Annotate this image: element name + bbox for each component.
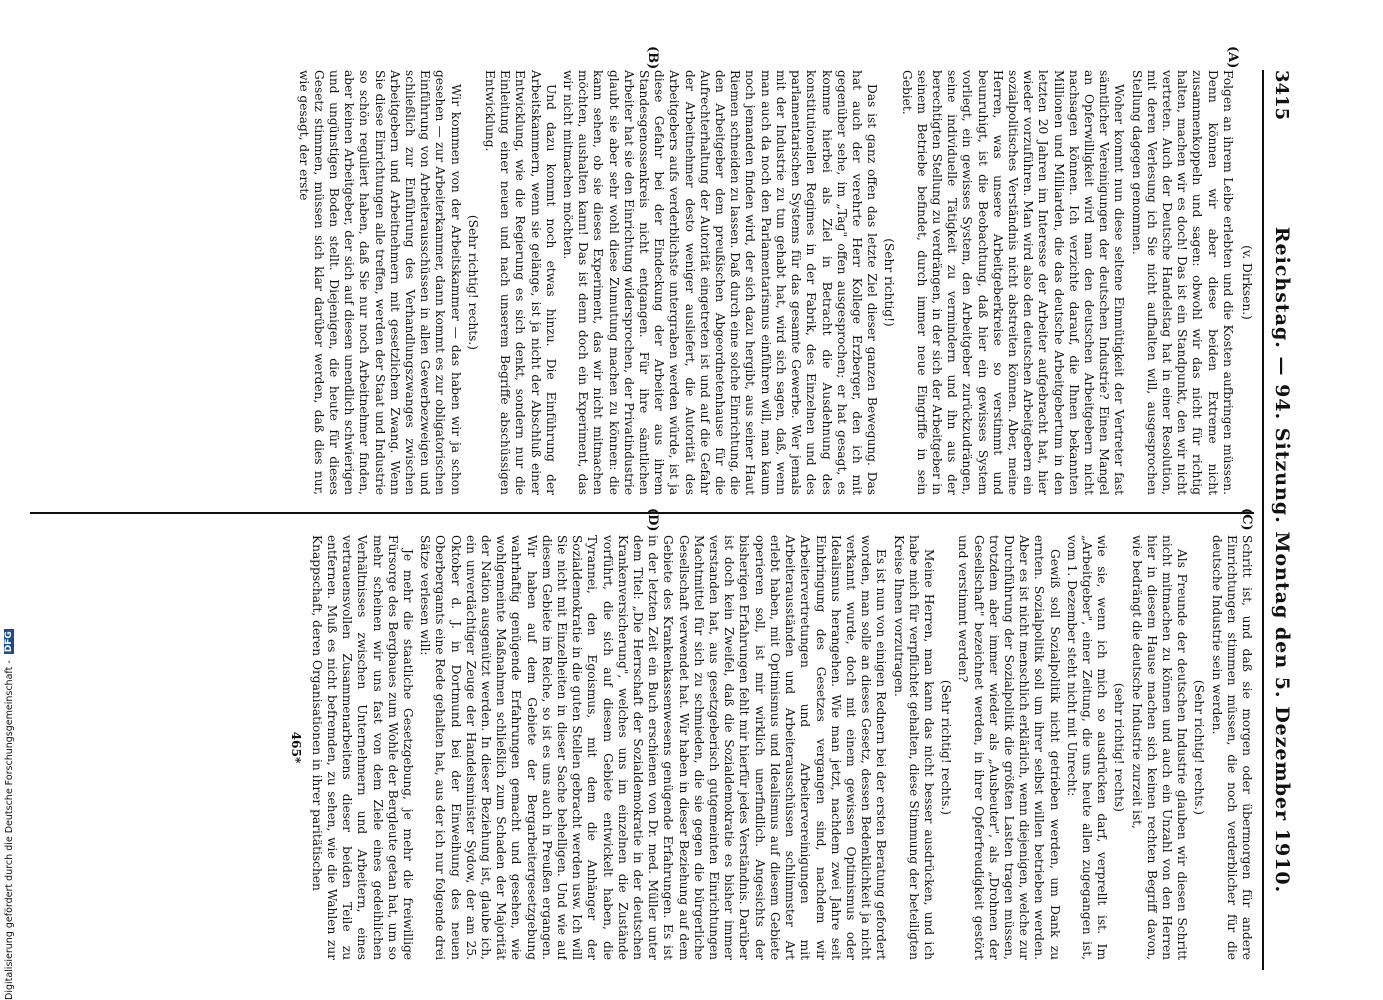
interjection: (sehr richtig! rechts) xyxy=(1112,682,1127,813)
paragraph: Meine Herren, man kann das nicht besser ausdrücken, und ich habe mich für verpflichtet gehalten, diese Stimmung der beteiligten Kreise Ihnen vorzutragen. xyxy=(891,535,936,960)
paragraph: wie sie, wenn ich mich so ausdrücken darf, verprellt ist. Im „Arbeitgeber", einer Zeitung, die uns heute allen zugegangen ist, vom 1. Dezember steht nicht mit Unrecht: xyxy=(1064,535,1110,960)
margin-marker-a: (A) xyxy=(1225,46,1240,69)
left-column xyxy=(30,70,1254,495)
paragraph: Das ist ganz offen das letzte Ziel dieser ganzen Bewegung. Das hat auch der verehrte Herr Kollege Erzberger, den ich mit gegenüber sehe, im „Tag" offen ausgesprochen; er hat gesagt, es komme hierbei als Ziel in Betracht die Ausdehnung des konstitutionellen Regimes in der Fabrik, des Einzelnen und des parlamentarischen Systems für das gesamte Gewerbe. Wer jemals mit der Industrie zu tun gehabt hat, wird sich sagen, daß, wenn man auch da noch den Parlamentarismus einführen will, man kaum noch jemanden finden wird, der sich dazu hergibt, aus seiner Haut Riemen schneiden zu lassen. Daß durch eine solche Einrichtung, die den Arbeitgeber dem preußischen Abgeordnetenhause für die Aufrechterhaltung der Autorität eingetreten ist und auf die Gefahr der Arbeitnehmer desto weniger ausliefert, die Autorität des Arbeitgebers aufs verderblichste untergraben werden würde, ist ja diese Gefahr bei der Eindeckung der Arbeiter aus ihrem Standesgenossenkreis nicht entgangen. Für ihre sämtlichen Arbeiter hat sie den Einrichtung widersprochen, der Privatindustrie glaubt sie aber sehr wohl diese Zumutung machen zu können: die kann sehen, ob sie dieses Experiment, das wir nicht mitmachen möchten, aushalten kann! Das ist denn doch ein Experiment, das wir nicht mitmachen möchten. xyxy=(561,70,880,495)
paragraph: Und dazu kommt noch etwas hinzu. Die Einführung der Arbeitskammern, wenn sie gelänge, ist ja nicht der Abschluß einer Entwicklung, wie die Regierung es sich denkt, sondern nur die Einleitung einer neuen und nach unserem Begriffe abschüssigen Entwicklung. xyxy=(483,70,558,495)
interjection: (Sehr richtig! rechts.) xyxy=(939,679,954,816)
paragraph: Wir kommen von der Arbeitskammer — das haben wir ja schon gesehen — zur Arbeiterkammer, dann kommt es zur obligatorischen Einführung von Arbeiterausschüssen in allen Gewerbezweigen und schließlich zur Einführung des Verhandlungszwanges zwischen Arbeitgebern und Arbeitnehmern mit gesetzlichem Zwang. Wenn Sie diese Einrichtungen alle treffen, werden der Staat und Industrie so schön reguliert haben, daß Sie nur noch Arbeitnehmer finden, aber keinen Arbeitgeber, der sich auf diesen unendlich schwierigen und ungünstigen Boden stellt. Diejenigen, die heute für dieses Gesetz stimmen, müssen sich klar darüber werden, daß dies nur, wie gesagt, der erste xyxy=(296,70,463,495)
page-header xyxy=(1262,70,1300,970)
paragraph: Als Freunde der deutschen Industrie glauben wir diesen Schritt nicht mitmachen zu können und auch ein Unzahl von den Herren hier in diesem Hause machen sich keinen rechten Begriff davon, wie bedrängt die deutsche Industrie zurzeit ist, xyxy=(1129,535,1190,960)
scanned-page xyxy=(10,30,1300,990)
paragraph: Folgen an ihrem Leibe erlebten und die Kosten aufbringen müssen. Denn können wir aber diese beiden Extreme nicht zusammenkoppeln und sagen: obwohl wir das nicht für richtig halten, machen wir es doch! Das ist ein Standpunkt, den wir nicht vertreten. Auch der Deutsche Handelstag hat in einer Resolution, mit deren Verlesung ich Sie nicht aufhalten will, ausgesprochen Stellung dagegen genommen. xyxy=(1129,70,1235,495)
interjection: (Sehr richtig!) xyxy=(882,238,897,327)
paragraph: Woher kommt nun diese seltene Einmütigkeit der Vertreter fast sämtlicher Vereinigungen der deutschen Industrie? Einen Mangel an Opferwilligkeit wird man den deutschen Arbeitgebern nicht nachsagen können. Ich verzichte darauf, die Ihnen bekannten Millionen und Milliarden, die das deutsche Arbeitgebertum in den letzten 20 Jahren im Interesse der Arbeiter aufgebracht hat, hier wieder vorzuführen. Man wird also den deutschen Arbeitgebern ein sozialpolitisches Verständnis nicht abstreiten können. Aber, meine Herren, was unsere Arbeitgeberkreise so verstimmt und beunruhigt, ist die Beobachtung, daß hier ein gewisses System vorliegt, ein gewisses System, den Arbeitgeber zurückzudrängen, seine individuelle Tätigkeit zu vermindern und ihn aus der berechtigten Stellung zu verdrängen, in der sich der Arbeitgeber in seinem Betriebe befindet, durch immer neue Eingriffe in sein Gebiet. xyxy=(899,70,1127,495)
quote: Je mehr die staatliche Gesetzgebung, je mehr die freiwillige Fürsorge des Bergbaues zum Wohle der Bergleute getan hat, um so mehr scheinen wir uns fast von dem Ziele eines gedeihlichen Verhältnisses zwischen Unternehmern und Arbeitern, eines vertrauensvollen Zusammenarbeitens dieser beiden Teile zu entfernen. Muß es nicht befremden, zu sehen, wie die Wahlen zur Knappschaft, deren Organisationen in ihrer paritätischen xyxy=(309,535,416,960)
margin-marker-b: (B) xyxy=(645,46,660,70)
margin-marker-c: (C) xyxy=(1239,508,1254,531)
paragraph: Es ist nun von einigen Rednern bei der ersten Beratung gefordert worden, man solle an dieses Gesetz, dessen Bedenklichkeit ja nicht verkannt wurde, doch mit einem gewissen Optimismus oder Idealismus herangehen. Wie man jetzt, nachdem zwei Jahre seit Einbringung des Gesetzes vergangen sind, nachdem wir Arbeitervertretungen und Arbeitervereinigungen mit Arbeiterausständen und Arbeiterausschüssen schlimmster Art erlebt haben, mit Optimismus und Idealismus auf diesem Gebiete operieren soll, ist mir wirklich unerfindlich. Angesichts der bisherigen Erfahrungen fehlt mir hierfür jedes Verständnis. Darüber ist doch kein Zweifel, daß die Sozialdemokratie es bisher immer verstanden hat, aus gesetzgeberisch gutgemeinten Einrichtungen Machtmittel für sich zu schmieden, die sie gegen die bürgerliche Gesellschaft verwendet hat. Wir haben in dieser Beziehung auf dem Gebiete des Krankenkassenwesens genügende Erfahrungen. Es ist in der letzten Zeit ein Buch erschienen von Dr. med. Müller unter dem Titel: „Die Herrschaft der Sozialdemokratie in der deutschen Krankenversicherung", welches uns im einzelnen die Zustände vorführt, die sich auf diesem Gebiete entwickelt haben, die Tyrannei, den Egoismus, mit dem die Anhänger der Sozialdemokratie in die guten Stellen gebracht werden usw. Ich will Sie nicht mit Einzelheiten in dieser Sache behelligen. Und wie auf diesem Gebiete im Reiche, so ist es uns auch in Preußen ergangen. Wir haben auf dem Gebiete der Bergarbeitergesetzgebung wahrhaftig genügende Erfahrungen gemacht und gesehen, wie wohlgemeinte Maßnahmen schließlich zum Schaden der Majorität der Nation ausgenützt werden. In dieser Beziehung ist, glaube ich, ein unverdächtiger Zeuge der Handelsminister Sydow, der am 25. Oktober d. J. in Dortmund bei der Einweihung des neuen Oberbergamts eine Rede gehalten hat, aus der ich nur folgende drei Sätze verlesen will: xyxy=(418,535,889,960)
credit-text: Digitalisierung gefördert durch die Deutsche Forschungsgemeinschaft - xyxy=(3,660,15,1000)
signature-mark: 465* xyxy=(288,731,303,764)
dfg-logo: DFG xyxy=(4,631,14,653)
speaker-name: (v. Dirksen.) xyxy=(1240,245,1254,320)
paragraph: Schritt ist, und daß sie morgen oder übermorgen für andere Einrichtungen stimmen müssen, die noch verderblicher für die deutsche Industrie sein werden. xyxy=(1209,535,1254,960)
margin-marker-d: (D) xyxy=(645,508,660,532)
interjection: (Sehr richtig! rechts.) xyxy=(1192,679,1207,816)
page-number: 3415 xyxy=(1271,70,1293,121)
column-divider xyxy=(30,512,1254,514)
right-column xyxy=(30,535,1254,960)
page-title: Reichstag. — 94. Sitzung. Montag den 5. Dezember 1910. xyxy=(1271,226,1293,894)
interjection: (Sehr richtig! rechts.) xyxy=(465,214,480,351)
quote: Gewiß soll Sozialpolitik nicht getrieben werden, um Dank zu ernten. Sozialpolitik soll um ihrer selbst willen betrieben werden. Aber es ist nicht menschlich erklärlich, wenn diejenigen, welche zur Durchführung der Sozialpolitik die größten Lasten tragen müssen, trotzdem aber immer wieder als „Ausbeuter", als „Drohnen der Gesellschaft" bezeichnet werden, in ihrer Opferfreudigkeit gestört und verstimmt werden? xyxy=(956,535,1062,960)
digitization-credit xyxy=(2,0,16,1000)
